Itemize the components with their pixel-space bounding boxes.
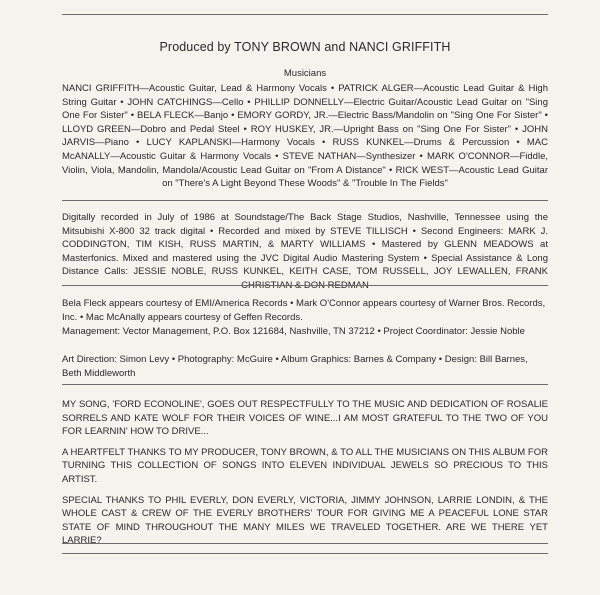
recording-credits: Digitally recorded in July of 1986 at Soundstage/The Back Stage Studios, Nashville, Tennessee using the Mitsubishi X-800 32 track digital • Recorded and mixed by STEVE TILLISCH • Second Engineers: MARK J. CODDINGTON, TIM KISH, RUSS MARTIN, & MARTY WILLIAMS • Mastered by GLENN MEADOWS at Masterfonics. Mixed and mastered using the JVC Digital Audio Mastering System • Special Assistance & Long Distance Calls: JESSIE NOBLE, RUSS KUNKEL, KEITH CASE, TOM RUSSELL, JOY LEWALLEN, FRANK CHRISTIAN & DON REDMAN xyxy=(62,212,548,291)
bottom-rule-1 xyxy=(62,543,548,544)
courtesy-credits: Bela Fleck appears courtesy of EMI/America Records • Mark O'Connor appears courtesy of Warner Bros. Records, Inc. • Mac McAnally appears courtesy of Geffen Records. xyxy=(62,298,546,323)
divider-after-art xyxy=(62,384,548,385)
note-special-thanks: SPECIAL THANKS TO PHIL EVERLY, DON EVERLY, VICTORIA, JIMMY JOHNSON, LARRIE LONDIN, & THE WHOLE CAST & CREW OF THE EVERLY BROTHERS' TOUR FOR GIVING ME A PEACEFUL LONE STAR STATE OF MIND THROUGHOUT THE MANY MILES WE TRAVELED TOGETHER. ARE WE THERE YET LARRIE? xyxy=(62,494,548,547)
top-rule-1 xyxy=(62,14,548,15)
producer-credit: Produced by TONY BROWN and NANCI GRIFFITH xyxy=(159,40,451,54)
bottom-rule-2 xyxy=(62,553,548,554)
art-credits: Art Direction: Simon Levy • Photography: McGuire • Album Graphics: Barnes & Company • Design: Bill Barnes, Beth Middleworth xyxy=(62,354,528,379)
thanks-notes xyxy=(62,398,548,555)
musicians-credits: NANCI GRIFFITH—Acoustic Guitar, Lead & Harmony Vocals • PATRICK ALGER—Acoustic Lead Guitar & High String Guitar • JOHN CATCHINGS—Cello • PHILLIP DONNELLY—Electric Guitar/Acoustic Lead Guitar on "Sing One For Sister" • BELA FLECK—Banjo • EMORY GORDY, JR.—Electric Bass/Mandolin on "Sing One For Sister" • LLOYD GREEN—Dobro and Pedal Steel • ROY HUSKEY, JR.—Upright Bass on "Sing One For Sister" • JOHN JARVIS—Piano • LUCY KAPLANSKI—Harmony Vocals • RUSS KUNKEL—Drums & Percussion • MAC McANALLY—Acoustic Guitar & Harmony Vocals • STEVE NATHAN—Synthesizer • MARK O'CONNOR—Fiddle, Violin, Viola, Mandolin, Mandola/Acoustic Lead Guitar on "From A Distance" • RICK WEST—Acoustic Lead Guitar on "There's A Light Beyond These Woods" & "Trouble In The Fields" xyxy=(62,83,548,190)
divider-after-musicians xyxy=(62,200,548,201)
note-producer-thanks: A HEARTFELT THANKS TO MY PRODUCER, TONY BROWN, & TO ALL THE MUSICIANS ON THIS ALBUM FOR TURNING THIS COLLECTION OF SONGS INTO ELEVEN INDIVIDUAL JEWELS SO PRECIOUS TO THIS ARTIST. xyxy=(62,446,548,485)
divider-after-recording xyxy=(62,285,548,286)
note-ford-econoline: MY SONG, 'FORD ECONOLINE', GOES OUT RESPECTFULLY TO THE MUSIC AND DEDICATION OF ROSALIE SORRELS AND KATE WOLF FOR THEIR VOICES OF WINE...I AM MOST GRATEFUL TO THE TWO OF YOU FOR LEARNIN' HOW TO DRIVE... xyxy=(62,399,548,438)
musicians-heading: Musicians xyxy=(283,68,327,79)
management-credits: Management: Vector Management, P.O. Box 121684, Nashville, TN 37212 • Project Coordinator: Jessie Noble xyxy=(62,326,525,337)
